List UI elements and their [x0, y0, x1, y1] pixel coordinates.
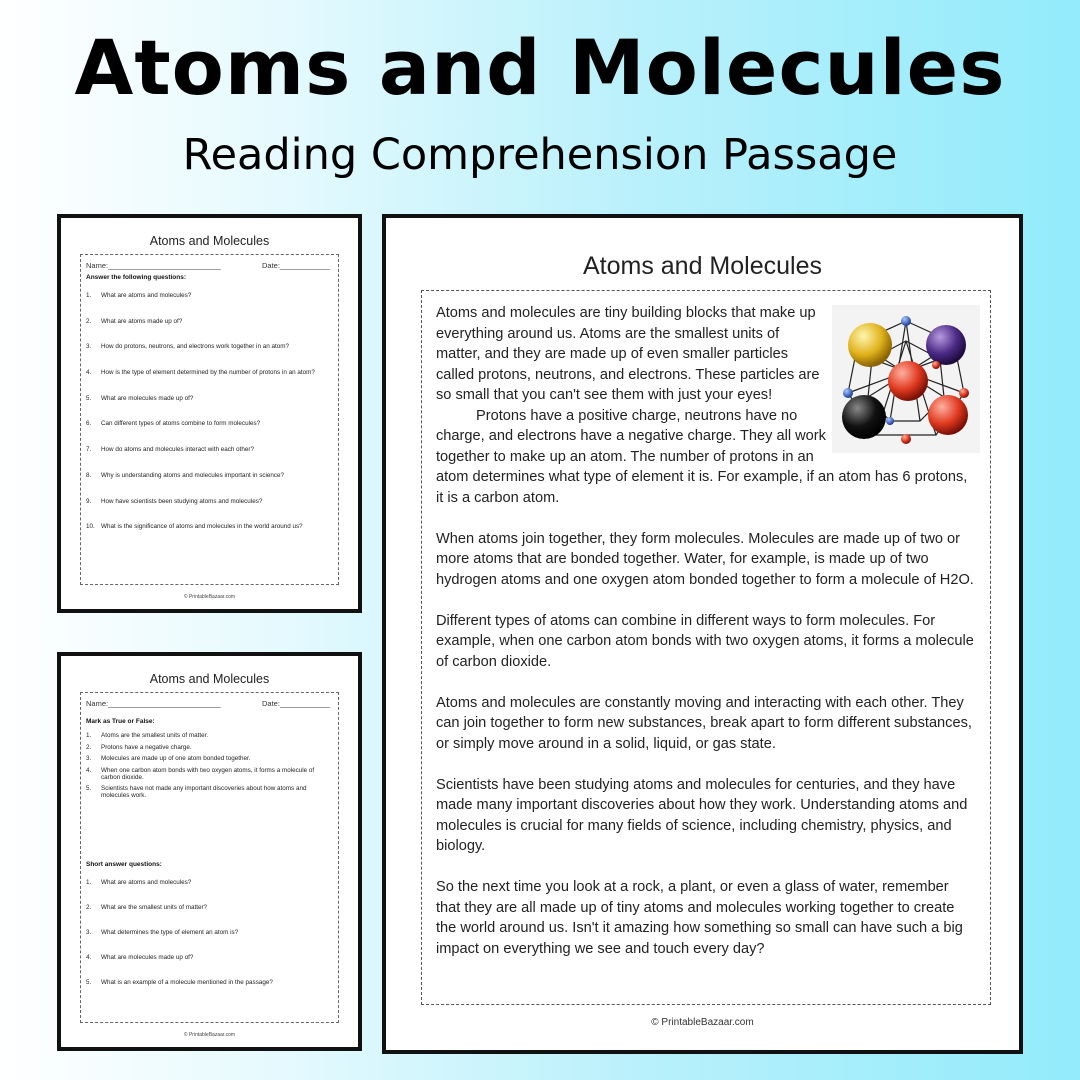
passage-title: Atoms and Molecules: [582, 252, 822, 280]
question-text: How do protons, neutrons, and electrons work together in an atom?: [101, 343, 289, 351]
question-number: 3.: [86, 755, 92, 762]
passage-box: [421, 290, 991, 1005]
worksheet-footer: © PrintableBazaar.com: [183, 594, 236, 600]
question-item: [86, 395, 333, 402]
instructions: Answer the following questions:: [86, 274, 187, 281]
question-text: Can different types of atoms combine to form molecules?: [101, 420, 261, 428]
date-field: Date:____________: [262, 261, 330, 270]
worksheet-questions: [57, 214, 362, 613]
question-item: [86, 904, 333, 911]
question-item: [86, 929, 333, 936]
sa-instructions: Short answer questions:: [86, 861, 162, 868]
passage-paragraph: Atoms and molecules are constantly moving and interacting with each other. They can join together to form new substances, break apart to form different substances, or simply move around in a solid, liquid, or gas state.: [436, 694, 972, 752]
name-field: Name:___________________________: [86, 261, 221, 270]
question-item: [86, 343, 333, 350]
passage-paragraph: When atoms join together, they form molecules. Molecules are made up of two or more atoms that are bonded together. Water, for example, is made up of two hydrogen atoms and one oxygen atom bonded together to form a molecule of H2O.: [436, 530, 974, 588]
question-number: 5.: [86, 785, 92, 792]
question-item: [86, 523, 333, 530]
worksheet-box: [80, 692, 339, 1023]
question-list: [86, 292, 333, 549]
question-text: What are atoms and molecules?: [101, 292, 192, 299]
question-item: [86, 472, 333, 479]
worksheet-title: Atoms and Molecules: [149, 234, 270, 248]
question-number: 1.: [86, 879, 92, 886]
question-text: What are molecules made up of?: [101, 394, 194, 402]
worksheet-true-false: [57, 652, 362, 1051]
page-subtitle: Reading Comprehension Passage: [182, 130, 898, 180]
question-text: What determines the type of element an atom is?: [101, 929, 239, 936]
question-text: What are atoms and molecules?: [101, 879, 192, 886]
question-text: Molecules are made up of one atom bonded together.: [101, 755, 251, 762]
passage-paragraph: Atoms and molecules are tiny building blocks that make up everything around us. Atoms are the smallest units of matter, and they are made up of even smaller particles called protons, neutrons, and electrons. These particles are so small that you can't see them with just your eyes!: [436, 305, 820, 403]
molecule-illustration: [832, 305, 980, 453]
question-number: 1.: [86, 292, 92, 299]
question-text: How is the type of element determined by the number of protons in an atom?: [101, 369, 315, 377]
question-number: 6.: [86, 420, 92, 428]
question-number: 8.: [86, 471, 92, 479]
question-number: 2.: [86, 317, 92, 325]
question-text: When one carbon atom bonds with two oxygen atoms, it forms a molecule of carbon dioxide.: [101, 766, 315, 781]
question-number: 4.: [86, 369, 92, 377]
passage-sheet: [382, 214, 1023, 1054]
question-number: 4.: [86, 766, 92, 774]
question-item: [86, 292, 333, 299]
question-text: What are the smallest units of matter?: [101, 904, 208, 911]
question-number: 5.: [86, 979, 92, 986]
question-item: [86, 446, 333, 453]
worksheet-footer: © PrintableBazaar.com: [183, 1032, 236, 1038]
question-item: [86, 318, 333, 325]
date-field: Date:____________: [262, 699, 330, 708]
passage-paragraph: Scientists have been studying atoms and molecules for centuries, and they have made many important discoveries about how they work. Understanding atoms and molecules is crucial for many fields of science, including chemistry, physics, and biology.: [436, 776, 968, 854]
question-item: [86, 744, 333, 751]
question-number: 2.: [86, 904, 92, 911]
question-number: 4.: [86, 954, 92, 961]
question-number: 7.: [86, 446, 92, 454]
passage-paragraph: Different types of atoms can combine in different ways to form molecules. For example, when one carbon atom bonds with two oxygen atoms, it forms a molecule of carbon dioxide.: [436, 612, 974, 670]
question-number: 10.: [86, 523, 95, 531]
question-item: [86, 879, 333, 886]
question-item: [86, 755, 333, 762]
question-text: What are atoms made up of?: [101, 317, 183, 325]
question-item: [86, 369, 333, 376]
short-answer-list: [86, 879, 333, 1004]
question-item: [86, 954, 333, 961]
question-text: What are molecules made up of?: [101, 954, 194, 961]
passage-paragraph: Protons have a positive charge, neutrons have no charge, and electrons have a negative charge. They all work together to make up an atom. The number of protons in an atom determines what type of element it is. For example, if an atom has 6 protons, it is a carbon atom.: [436, 407, 968, 506]
question-text: Atoms are the smallest units of matter.: [101, 732, 209, 739]
question-number: 5.: [86, 394, 92, 402]
true-false-list: [86, 732, 333, 804]
question-text: How do atoms and molecules interact with each other?: [101, 446, 254, 454]
question-number: 9.: [86, 497, 92, 505]
passage-footer: © PrintableBazaar.com: [651, 1017, 754, 1028]
name-field: Name:___________________________: [86, 699, 221, 708]
worksheet-box: [80, 254, 339, 585]
question-item: [86, 979, 333, 986]
page-title: Atoms and Molecules: [74, 23, 1006, 112]
question-item: [86, 498, 333, 505]
question-item: [86, 732, 333, 739]
question-text: What is the significance of atoms and molecules in the world around us?: [101, 523, 303, 531]
question-text: Protons have a negative charge.: [101, 743, 192, 751]
question-number: 1.: [86, 732, 92, 739]
question-item: [86, 785, 333, 799]
passage-paragraph: So the next time you look at a rock, a plant, or even a glass of water, remember that they are all made up of tiny atoms and molecules working together to create the world around us. Isn't it amazing how something so small can have such a big impact on everything we see and touch every day?: [436, 879, 963, 957]
question-number: 3.: [86, 929, 92, 936]
question-number: 3.: [86, 343, 92, 351]
question-text: Why is understanding atoms and molecules important in science?: [101, 471, 285, 479]
question-item: [86, 420, 333, 427]
passage-text: [436, 303, 976, 980]
question-item: [86, 767, 333, 781]
question-text: What is an example of a molecule mentioned in the passage?: [101, 979, 273, 986]
tf-instructions: Mark as True or False:: [86, 718, 155, 725]
question-text: Scientists have not made any important discoveries about how atoms and molecules work.: [101, 785, 307, 799]
worksheet-title: Atoms and Molecules: [149, 672, 270, 686]
question-number: 2.: [86, 743, 92, 751]
question-text: How have scientists been studying atoms and molecules?: [101, 497, 263, 505]
